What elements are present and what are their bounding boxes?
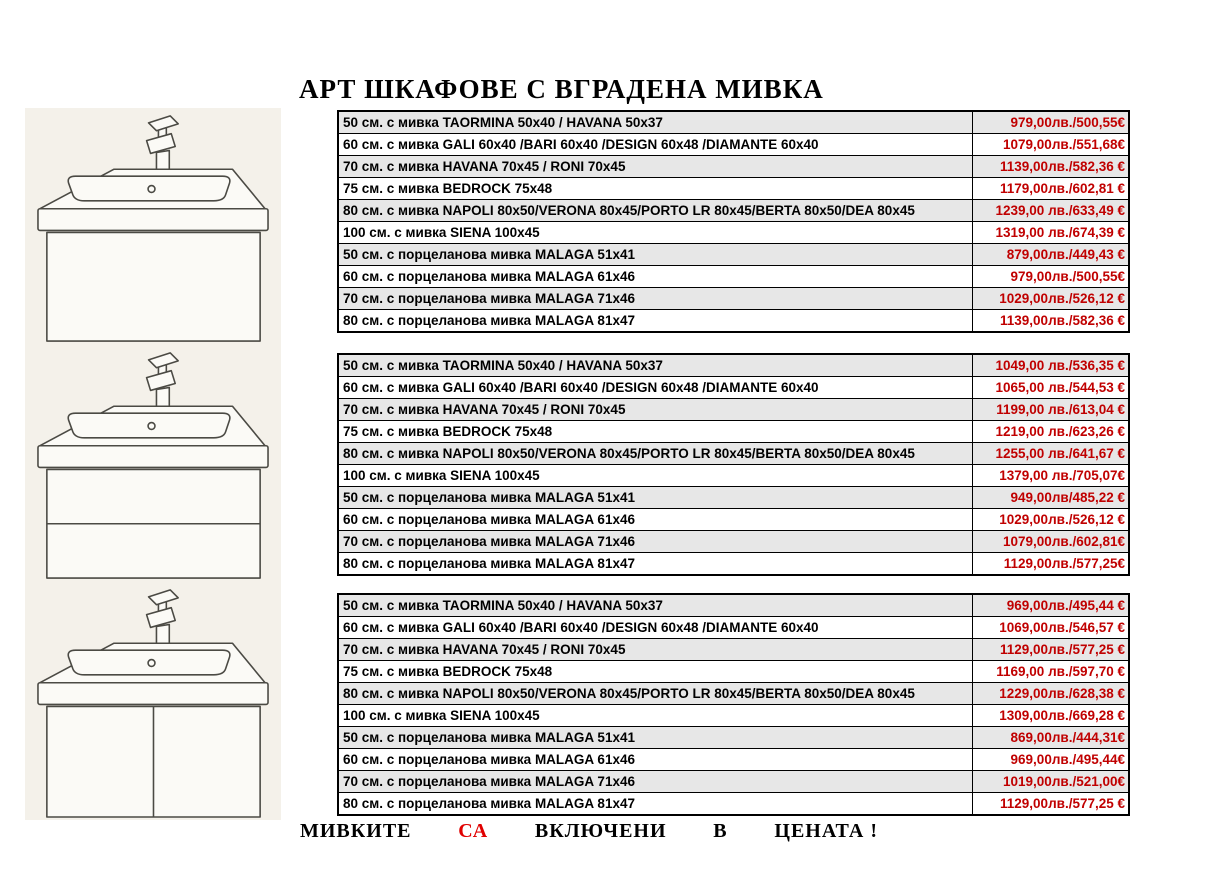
table-row — [338, 156, 1129, 178]
product-price: 1199,00 лв./613,04 € — [972, 399, 1129, 421]
product-description: 75 см. с мивка BEDROCK 75x48 — [338, 661, 972, 683]
table-row — [338, 288, 1129, 310]
product-price: 1049,00 лв./536,35 € — [972, 354, 1129, 377]
product-price: 1129,00лв./577,25€ — [972, 553, 1129, 576]
product-description: 100 см. с мивка SIENA 100x45 — [338, 465, 972, 487]
product-price: 1079,00лв./551,68€ — [972, 134, 1129, 156]
vanity-two-drawers-illustration — [27, 347, 279, 581]
table-row — [338, 310, 1129, 333]
product-description: 50 см. с мивка TAORMINA 50x40 / HAVANA 50x37 — [338, 594, 972, 617]
product-description: 80 см. с мивка NAPOLI 80x50/VERONA 80x45/PORTO LR 80x45/BERTA 80x50/DEA 80x45 — [338, 443, 972, 465]
product-price: 979,00лв./500,55€ — [972, 266, 1129, 288]
product-illustrations-panel — [25, 108, 281, 820]
table-row — [338, 553, 1129, 576]
table-row — [338, 531, 1129, 553]
product-description: 50 см. с мивка TAORMINA 50x40 / HAVANA 50x37 — [338, 354, 972, 377]
product-price: 1239,00 лв./633,49 € — [972, 200, 1129, 222]
product-description: 70 см. с мивка HAVANA 70x45 / RONI 70x45 — [338, 156, 972, 178]
product-price: 1139,00лв./582,36 € — [972, 310, 1129, 333]
product-price: 969,00лв./495,44€ — [972, 749, 1129, 771]
price-table-2 — [337, 353, 1130, 576]
product-description: 50 см. с мивка TAORMINA 50x40 / HAVANA 50x37 — [338, 111, 972, 134]
product-price: 1029,00лв./526,12 € — [972, 509, 1129, 531]
table-row — [338, 377, 1129, 399]
product-price: 1169,00 лв./597,70 € — [972, 661, 1129, 683]
product-price: 879,00лв./449,43 € — [972, 244, 1129, 266]
product-description: 100 см. с мивка SIENA 100x45 — [338, 222, 972, 244]
table-row — [338, 266, 1129, 288]
table-row — [338, 727, 1129, 749]
product-description: 100 см. с мивка SIENA 100x45 — [338, 705, 972, 727]
table-row — [338, 421, 1129, 443]
product-price: 1179,00лв./602,81 € — [972, 178, 1129, 200]
product-price: 1065,00 лв./544,53 € — [972, 377, 1129, 399]
product-description: 75 см. с мивка BEDROCK 75x48 — [338, 178, 972, 200]
table-row — [338, 594, 1129, 617]
product-description: 70 см. с мивка HAVANA 70x45 / RONI 70x45 — [338, 399, 972, 421]
table-row — [338, 683, 1129, 705]
product-price: 1219,00 лв./623,26 € — [972, 421, 1129, 443]
product-price: 869,00лв./444,31€ — [972, 727, 1129, 749]
footer-word: ЦЕНАТА ! — [774, 820, 878, 842]
vanity-two-doors-illustration — [27, 584, 279, 818]
product-description: 70 см. с порцеланова мивка MALAGA 71x46 — [338, 531, 972, 553]
product-price: 1019,00лв./521,00€ — [972, 771, 1129, 793]
product-price: 1129,00лв./577,25 € — [972, 793, 1129, 816]
table-row — [338, 705, 1129, 727]
table-row — [338, 639, 1129, 661]
product-price: 1255,00 лв./641,67 € — [972, 443, 1129, 465]
price-table-3 — [337, 593, 1130, 816]
product-description: 80 см. с мивка NAPOLI 80x50/VERONA 80x45/PORTO LR 80x45/BERTA 80x50/DEA 80x45 — [338, 200, 972, 222]
product-description: 75 см. с мивка BEDROCK 75x48 — [338, 421, 972, 443]
product-price: 1069,00лв./546,57 € — [972, 617, 1129, 639]
product-description: 80 см. с мивка NAPOLI 80x50/VERONA 80x45/PORTO LR 80x45/BERTA 80x50/DEA 80x45 — [338, 683, 972, 705]
product-price: 1139,00лв./582,36 € — [972, 156, 1129, 178]
product-price: 1029,00лв./526,12 € — [972, 288, 1129, 310]
product-price: 969,00лв./495,44 € — [972, 594, 1129, 617]
table-row — [338, 244, 1129, 266]
product-price: 1379,00 лв./705,07€ — [972, 465, 1129, 487]
product-description: 60 см. с мивка GALI 60x40 /BARI 60x40 /DESIGN 60x48 /DIAMANTE 60x40 — [338, 377, 972, 399]
footer-word: ВКЛЮЧЕНИ — [534, 820, 667, 842]
table-row — [338, 200, 1129, 222]
footer-word-highlighted: СА — [458, 820, 489, 842]
product-description: 50 см. с порцеланова мивка MALAGA 51x41 — [338, 727, 972, 749]
product-description: 50 см. с порцеланова мивка MALAGA 51x41 — [338, 487, 972, 509]
product-price: 1319,00 лв./674,39 € — [972, 222, 1129, 244]
table-row — [338, 222, 1129, 244]
product-description: 60 см. с мивка GALI 60x40 /BARI 60x40 /DESIGN 60x48 /DIAMANTE 60x40 — [338, 134, 972, 156]
table-row — [338, 749, 1129, 771]
footer-word: В — [713, 820, 728, 842]
product-price: 1229,00лв./628,38 € — [972, 683, 1129, 705]
page-title: АРТ ШКАФОВЕ С ВГРАДЕНА МИВКА — [299, 74, 824, 104]
table-row — [338, 465, 1129, 487]
table-row — [338, 134, 1129, 156]
table-row — [338, 111, 1129, 134]
product-description: 70 см. с мивка HAVANA 70x45 / RONI 70x45 — [338, 639, 972, 661]
table-row — [338, 661, 1129, 683]
table-row — [338, 399, 1129, 421]
table-row — [338, 509, 1129, 531]
footer-word: МИВКИТЕ — [300, 820, 412, 842]
product-description: 60 см. с мивка GALI 60x40 /BARI 60x40 /DESIGN 60x48 /DIAMANTE 60x40 — [338, 617, 972, 639]
product-description: 80 см. с порцеланова мивка MALAGA 81x47 — [338, 793, 972, 816]
product-description: 80 см. с порцеланова мивка MALAGA 81x47 — [338, 553, 972, 576]
product-description: 60 см. с порцеланова мивка MALAGA 61x46 — [338, 509, 972, 531]
product-description: 60 см. с порцеланова мивка MALAGA 61x46 — [338, 266, 972, 288]
table-row — [338, 771, 1129, 793]
vanity-single-front-illustration — [27, 110, 279, 344]
product-description: 50 см. с порцеланова мивка MALAGA 51x41 — [338, 244, 972, 266]
table-row — [338, 178, 1129, 200]
product-description: 80 см. с порцеланова мивка MALAGA 81x47 — [338, 310, 972, 333]
product-price: 949,00лв/485,22 € — [972, 487, 1129, 509]
table-row — [338, 793, 1129, 816]
product-price: 1079,00лв./602,81€ — [972, 531, 1129, 553]
table-row — [338, 487, 1129, 509]
table-row — [338, 443, 1129, 465]
product-price: 1129,00лв./577,25 € — [972, 639, 1129, 661]
product-price: 979,00лв./500,55€ — [972, 111, 1129, 134]
table-row — [338, 354, 1129, 377]
footer-note — [300, 820, 878, 843]
product-price: 1309,00лв./669,28 € — [972, 705, 1129, 727]
product-description: 70 см. с порцеланова мивка MALAGA 71x46 — [338, 288, 972, 310]
product-description: 60 см. с порцеланова мивка MALAGA 61x46 — [338, 749, 972, 771]
product-description: 70 см. с порцеланова мивка MALAGA 71x46 — [338, 771, 972, 793]
table-row — [338, 617, 1129, 639]
price-table-1 — [337, 110, 1130, 333]
